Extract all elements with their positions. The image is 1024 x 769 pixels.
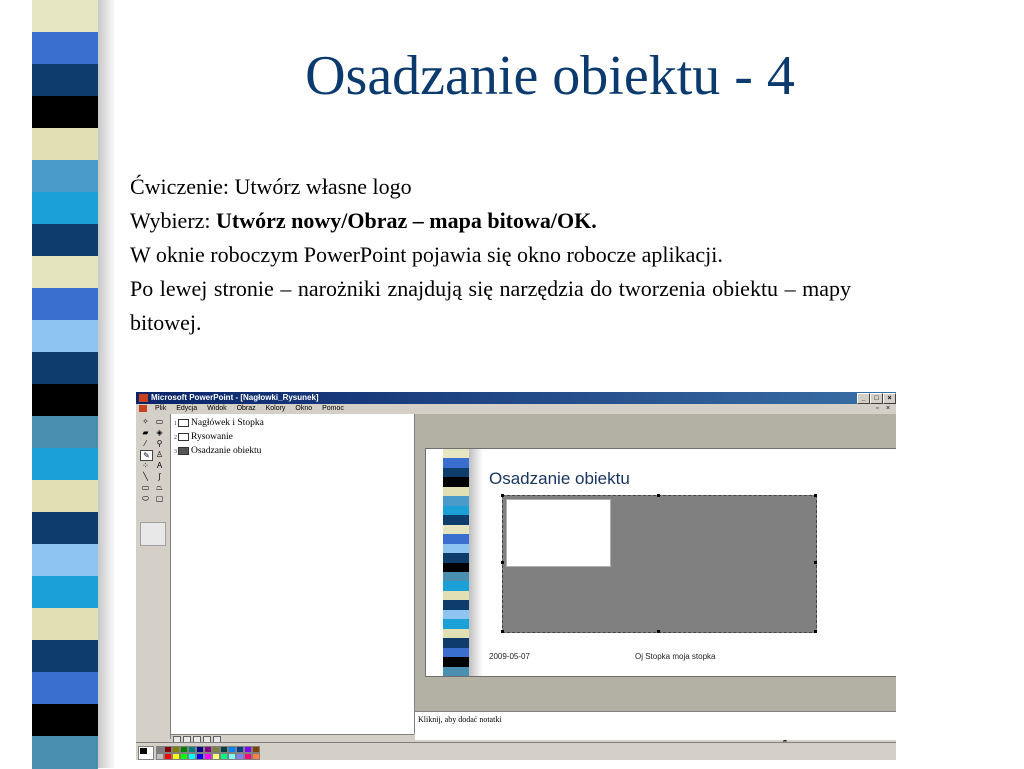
slide-body (130, 170, 851, 340)
palette-swatch[interactable] (212, 746, 220, 753)
stripe-band (443, 496, 469, 506)
slide-preview[interactable] (425, 448, 896, 677)
palette-swatch[interactable] (228, 746, 236, 753)
stripe-band (32, 128, 98, 161)
free-select-icon[interactable]: ✧ (142, 417, 149, 426)
stripe-band (443, 449, 469, 459)
window-titlebar[interactable] (136, 392, 896, 404)
palette-swatch[interactable] (236, 746, 244, 753)
stripe-band (32, 96, 98, 129)
stripe-band (32, 384, 98, 417)
stripe-band (32, 192, 98, 225)
body-line-choose (130, 204, 851, 238)
document-icon (139, 405, 147, 412)
stripe-band (443, 610, 469, 620)
eraser-icon[interactable]: ▰ (142, 428, 149, 437)
stripe-band (32, 416, 98, 449)
palette-swatch[interactable] (220, 746, 228, 753)
stripe-band (32, 512, 98, 545)
stripe-band (443, 534, 469, 544)
stripe-band (443, 544, 469, 554)
stripe-band (32, 320, 98, 353)
body-line-tools: Po lewej stronie – narożniki znajdują się narzędzia do tworzenia obiektu – mapy bitowej. (130, 276, 851, 335)
bitmap-object[interactable] (502, 495, 817, 633)
doc-close-icon[interactable]: × (886, 405, 891, 412)
rounded-rect-icon[interactable]: ▢ (155, 494, 164, 503)
stripe-band (32, 448, 98, 481)
powerpoint-icon (139, 394, 148, 402)
resize-handle[interactable] (814, 494, 817, 497)
palette-swatch[interactable] (252, 746, 260, 753)
palette-swatch[interactable] (180, 746, 188, 753)
stripe-band (443, 619, 469, 629)
embedded-screenshot (136, 392, 896, 760)
current-colors[interactable] (138, 746, 154, 760)
airbrush-icon[interactable]: ⁘ (142, 461, 149, 470)
palette-swatch[interactable] (180, 753, 188, 760)
preview-stripe-bar (443, 449, 469, 676)
palette-swatch[interactable] (164, 753, 172, 760)
stripe-band (32, 576, 98, 609)
minimize-button[interactable]: _ (857, 393, 870, 404)
menu-item[interactable]: Pomoc (322, 405, 344, 412)
curve-icon[interactable]: ∫ (158, 472, 161, 481)
stripe-band (443, 629, 469, 639)
palette-swatch[interactable] (204, 746, 212, 753)
stripe-band (443, 657, 469, 667)
slide-icon-selected (178, 447, 189, 455)
outline-item-label: Rysowanie (191, 432, 233, 442)
stripe-band (32, 0, 98, 33)
outline-item-label: Osadzanie obiektu (191, 446, 262, 456)
bitmap-canvas[interactable] (506, 499, 611, 567)
stripe-band (32, 64, 98, 97)
stripe-band (443, 563, 469, 573)
palette-swatch[interactable] (188, 753, 196, 760)
stripe-band (32, 160, 98, 193)
tool-options-box[interactable] (140, 522, 166, 546)
body-line-exercise: Ćwiczenie: Utwórz własne logo (130, 174, 412, 199)
outline-item-label: Nagłówek i Stopka (191, 418, 264, 428)
stripe-band (443, 638, 469, 648)
notes-pane[interactable] (415, 711, 896, 740)
slide-outline-pane (171, 414, 415, 734)
rectangle-icon[interactable]: ▭ (141, 483, 150, 492)
palette-swatch[interactable] (252, 753, 260, 760)
resize-handle[interactable] (501, 494, 504, 497)
stripe-band (443, 648, 469, 658)
stripe-band (32, 640, 98, 673)
line-icon[interactable]: ╲ (143, 472, 148, 481)
choose-path: Utwórz nowy/Obraz – mapa bitowa/OK. (216, 208, 597, 233)
resize-handle[interactable] (657, 494, 660, 497)
palette-swatch[interactable] (244, 746, 252, 753)
stripe-band (443, 515, 469, 525)
palette-swatch[interactable] (164, 746, 172, 753)
stripe-band (443, 468, 469, 478)
palette-swatch[interactable] (172, 746, 180, 753)
stripe-band (443, 553, 469, 563)
palette-swatch[interactable] (204, 753, 212, 760)
stripe-band (32, 256, 98, 289)
palette-swatch[interactable] (228, 753, 236, 760)
stripe-band (32, 672, 98, 705)
resize-handle[interactable] (501, 630, 504, 633)
pencil-icon[interactable]: ✎ (140, 450, 153, 461)
palette-swatch[interactable] (156, 746, 164, 753)
preview-stripe-shadow (469, 449, 483, 676)
select-icon[interactable]: ▭ (155, 417, 164, 426)
palette-swatch[interactable] (236, 753, 244, 760)
foreground-color (140, 748, 147, 754)
palette-swatch[interactable] (196, 753, 204, 760)
stripe-band (443, 458, 469, 468)
stripe-band (443, 667, 469, 677)
close-button[interactable]: × (883, 393, 896, 404)
menu-item[interactable]: Okno (295, 405, 313, 412)
window-title: Microsoft PowerPoint - [Nagłowki_Rysunek] (151, 393, 319, 402)
choose-prefix: Wybierz: (130, 208, 217, 233)
menu-item[interactable]: Plik (154, 405, 167, 412)
preview-date: 2009-05-07 (489, 652, 530, 661)
stripe-band (32, 544, 98, 577)
stripe-band (32, 608, 98, 641)
stripe-band (32, 224, 98, 257)
stripe-band (443, 487, 469, 497)
menu-item[interactable]: Edycja (176, 405, 198, 412)
menu-item[interactable]: Obraz (236, 405, 256, 412)
menu-item[interactable]: Widok (207, 405, 227, 412)
outline-item-1[interactable]: 1 Nagłówek i Stopka (174, 418, 264, 428)
palette-swatch[interactable] (212, 753, 220, 760)
stripe-shadow (98, 0, 116, 768)
resize-handle[interactable] (657, 630, 660, 633)
polygon-icon[interactable]: ⏢ (156, 483, 163, 492)
preview-title: Osadzanie obiektu (489, 469, 630, 488)
palette-swatch[interactable] (244, 753, 252, 760)
resize-handle[interactable] (814, 561, 817, 564)
palette-swatch[interactable] (220, 753, 228, 760)
color-palette (136, 742, 896, 760)
menu-item[interactable]: Kolory (265, 405, 286, 412)
palette-swatch[interactable] (188, 746, 196, 753)
stripe-band (443, 525, 469, 535)
slide-title: Osadzanie obiektu - 4 (305, 45, 795, 107)
menu-bar (136, 404, 896, 414)
slide-icon (178, 419, 189, 427)
resize-handle[interactable] (501, 561, 504, 564)
body-line-window: W oknie roboczym PowerPoint pojawia się okno robocze aplikacji. (130, 242, 723, 267)
ellipse-icon[interactable]: ⬭ (142, 494, 149, 503)
preview-footer: Oj Stopka moja stopka (635, 652, 716, 661)
outline-item-3[interactable]: 3 Osadzanie obiektu (174, 446, 262, 456)
maximize-button[interactable]: □ (870, 393, 883, 404)
stripe-band (443, 600, 469, 610)
brush-icon[interactable]: ♙ (155, 450, 164, 459)
palette-swatch[interactable] (196, 746, 204, 753)
doc-restore-icon[interactable]: ▫ (876, 405, 879, 412)
stripe-band (32, 288, 98, 321)
decorative-stripe-bar (32, 0, 98, 768)
fill-icon[interactable]: ◈ (156, 428, 163, 437)
stripe-band (32, 32, 98, 65)
stripe-band (32, 704, 98, 737)
stripe-band (443, 591, 469, 601)
palette-swatch[interactable] (172, 753, 180, 760)
stripe-band (32, 736, 98, 769)
stripe-band (443, 572, 469, 582)
stripe-band (443, 506, 469, 516)
text-icon[interactable]: A (156, 461, 163, 470)
picker-icon[interactable]: ⁄ (144, 439, 147, 448)
slide-editing-area (415, 414, 896, 711)
stripe-band (32, 352, 98, 385)
palette-swatch[interactable] (156, 753, 164, 760)
stripe-band (443, 581, 469, 591)
notes-placeholder: Kliknij, aby dodać notatki (418, 715, 502, 724)
stripe-band (443, 477, 469, 487)
magnifier-icon[interactable]: ⚲ (156, 439, 163, 448)
slide-icon (178, 433, 189, 441)
resize-handle[interactable] (814, 630, 817, 633)
paint-toolbox (136, 414, 171, 739)
stripe-band (32, 480, 98, 513)
outline-item-2[interactable]: 2 Rysowanie (174, 432, 233, 442)
